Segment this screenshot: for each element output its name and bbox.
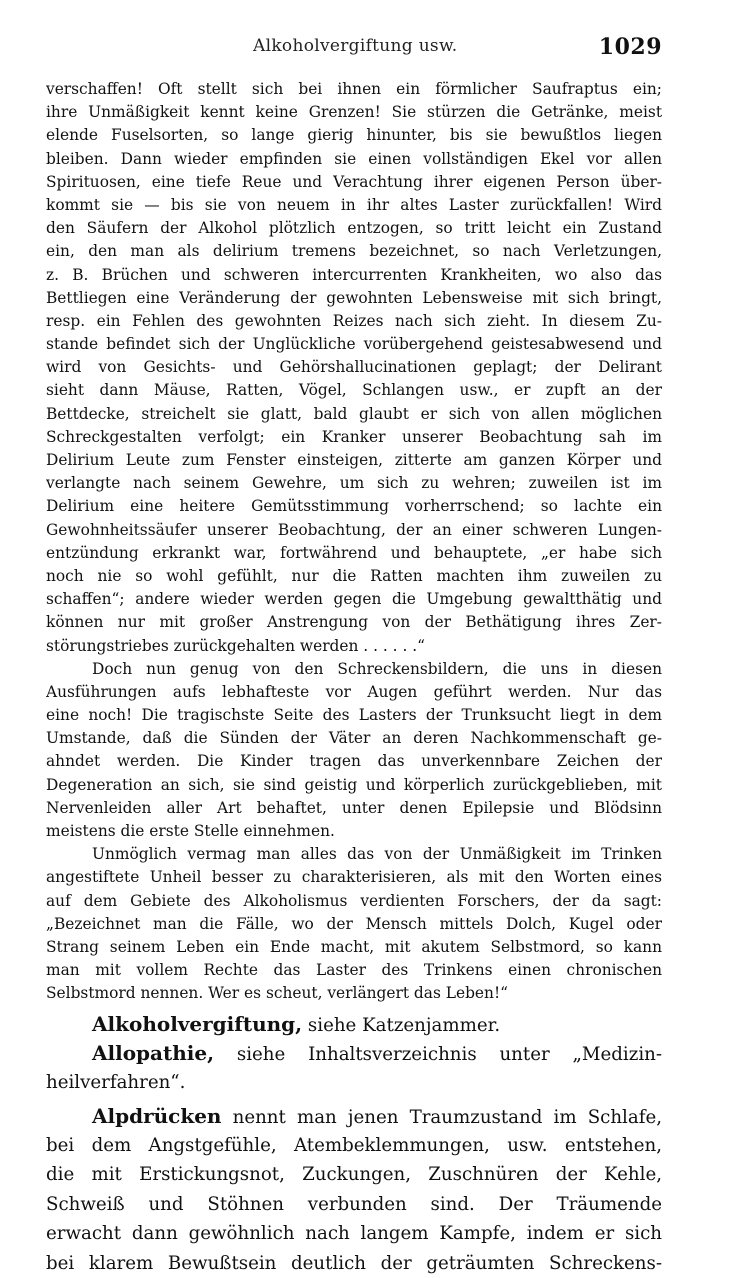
text-line: Selbstmord nennen. Wer es scheut, verlängert das Leben!“ (46, 984, 508, 1003)
text-line: resp. ein Fehlen des gewohnten Reizes nach sich zieht. In diesem Zu- (46, 311, 662, 330)
entry-text: siehe Katzenjammer. (302, 1014, 501, 1036)
text-line: ihre Unmäßigkeit kennt keine Grenzen! Sie stürzen die Getränke, meist (46, 103, 662, 122)
paragraph-delirium (46, 78, 662, 658)
entry-headword: Allopathie, (92, 1040, 215, 1065)
text-line: Umstande, daß die Sünden der Väter an deren Nachkommenschaft ge- (46, 729, 662, 748)
entry-text: siehe Inhaltsverzeichnis unter „Medizin- (214, 1043, 662, 1065)
text-line: Schweiß und Stöhnen verbunden sind. Der Träumende (46, 1193, 662, 1215)
text-line: Bettdecke, streichelt sie glatt, bald glaubt er sich von allen möglichen (46, 404, 662, 423)
text-line: Ausführungen aufs lebhafteste vor Augen geführt werden. Nur das (46, 682, 662, 701)
text-line: Delirium Leute zum Fenster einsteigen, zitterte am ganzen Körper und (46, 451, 662, 469)
running-head: Alkoholvergiftung usw. (253, 36, 458, 56)
text-line: Bettliegen eine Veränderung der gewohnten Lebensweise mit sich bringt, (46, 288, 662, 307)
entry-headword: Alkoholvergiftung, (92, 1011, 303, 1036)
text-line: wird von Gesichts- und Gehörshallucinationen geplagt; der Delirant (46, 358, 662, 377)
text-line: Strang seinem Leben ein Ende macht, mit akutem Selbstmord, so kann (46, 937, 662, 956)
text-line: elende Fuselsorten, so lange gierig hinunter, bis sie bewußtlos liegen (46, 126, 662, 145)
text-line: ahndet werden. Die Kinder tragen das unverkennbare Zeichen der (46, 752, 662, 771)
text-line: Doch nun genug von den Schreckensbildern, die uns in diesen (92, 659, 662, 678)
entry-headword: Alpdrücken (92, 1103, 222, 1128)
text-line: können nur mit großer Anstrengung von der Bethätigung ihres Zer- (46, 613, 662, 632)
text-line: erwacht dann gewöhnlich nach langem Kampfe, indem er sich (46, 1223, 662, 1245)
text-line: störungstriebes zurückgehalten werden . . . . . .“ (46, 636, 425, 655)
text-line: die mit Erstickungsnot, Zuckungen, Zuschnüren der Kehle, (46, 1164, 662, 1186)
text-line: schaffen“; andere wieder werden gegen die Umgebung gewaltthätig und (46, 590, 662, 609)
text-line: bei klarem Bewußtsein deutlich der geträumten Schreckens- (46, 1252, 662, 1274)
text-line: Schreckgestalten verfolgt; ein Kranker unserer Beobachtung sah im (46, 427, 662, 446)
body-text (46, 78, 662, 1278)
text-line: entzündung erkrankt war, fortwährend und behauptete, „er habe sich (46, 543, 662, 562)
text-line: Unmöglich vermag man alles das von der Unmäßigkeit im Trinken (92, 845, 662, 864)
text-line: auf dem Gebiete des Alkoholismus verdienten Forschers, der da sagt: (46, 891, 662, 910)
text-line: den Säufern der Alkohol plötzlich entzogen, so tritt leicht ein Zustand (46, 219, 662, 238)
text-line (46, 1039, 662, 1068)
text-line (46, 1102, 662, 1131)
text-line: ein, den man als delirium tremens bezeichnet, so nach Verletzungen, (46, 242, 662, 261)
text-line: kommt sie — bis sie von neuem in ihr altes Laster zurückfallen! Wird (46, 195, 662, 214)
text-line: sieht dann Mäuse, Ratten, Vögel, Schlangen usw., er zupft an der (46, 381, 662, 400)
text-line: bei dem Angstgefühle, Atembeklemmungen, usw. entstehen, (46, 1135, 662, 1157)
paragraph-quote (46, 843, 662, 1005)
text-line: Delirium eine heitere Gemütsstimmung vorherrschend; so lachte ein (46, 497, 662, 516)
text-line: verschaffen! Oft stellt sich bei ihnen ein förmlicher Saufraptus ein; (46, 80, 662, 98)
text-line: noch nie so wohl gefühlt, nur die Ratten machten ihm zuweilen zu (46, 566, 662, 585)
page-number: 1029 (598, 34, 662, 60)
paragraph-heredity (46, 658, 662, 844)
entry-text: nennt man jenen Traumzustand im Schlafe, (221, 1106, 662, 1128)
text-line: eine noch! Die tragischste Seite des Lasters der Trunksucht liegt in dem (46, 706, 662, 725)
text-line (46, 1010, 662, 1039)
text-line: heilverfahren“. (46, 1072, 186, 1094)
entry-alkoholvergiftung (46, 1010, 662, 1039)
entry-allopathie (46, 1039, 662, 1098)
page-header (48, 34, 662, 62)
text-line: stande befindet sich der Unglückliche vorübergehend geistesabwesend und (46, 335, 662, 354)
text-line: Nervenleiden aller Art behaftet, unter denen Epilepsie und Blödsinn (46, 798, 662, 817)
text-line: meistens die erste Stelle einnehmen. (46, 822, 335, 840)
text-line: Degeneration an sich, sie sind geistig und körperlich zurückgeblieben, mit (46, 775, 662, 794)
text-line: bleiben. Dann wieder empfinden sie einen vollständigen Ekel vor allen (46, 149, 662, 168)
text-line: angestiftete Unheil besser zu charakterisieren, als mit den Worten eines (46, 868, 662, 887)
text-line: man mit vollem Rechte das Laster des Trinkens einen chronischen (46, 961, 662, 980)
text-line: verlangte nach seinem Gewehre, um sich zu wehren; zuweilen ist im (46, 474, 662, 493)
entry-alpdruecken (46, 1102, 662, 1278)
text-line: „Bezeichnet man die Fälle, wo der Mensch mittels Dolch, Kugel oder (46, 914, 662, 933)
text-line: Spirituosen, eine tiefe Reue und Verachtung ihrer eigenen Person über- (46, 172, 662, 191)
text-line: z. B. Brüchen und schweren intercurrenten Krankheiten, wo also das (46, 265, 662, 284)
text-line: Gewohnheitssäufer unserer Beobachtung, der an einer schweren Lungen- (46, 520, 662, 539)
